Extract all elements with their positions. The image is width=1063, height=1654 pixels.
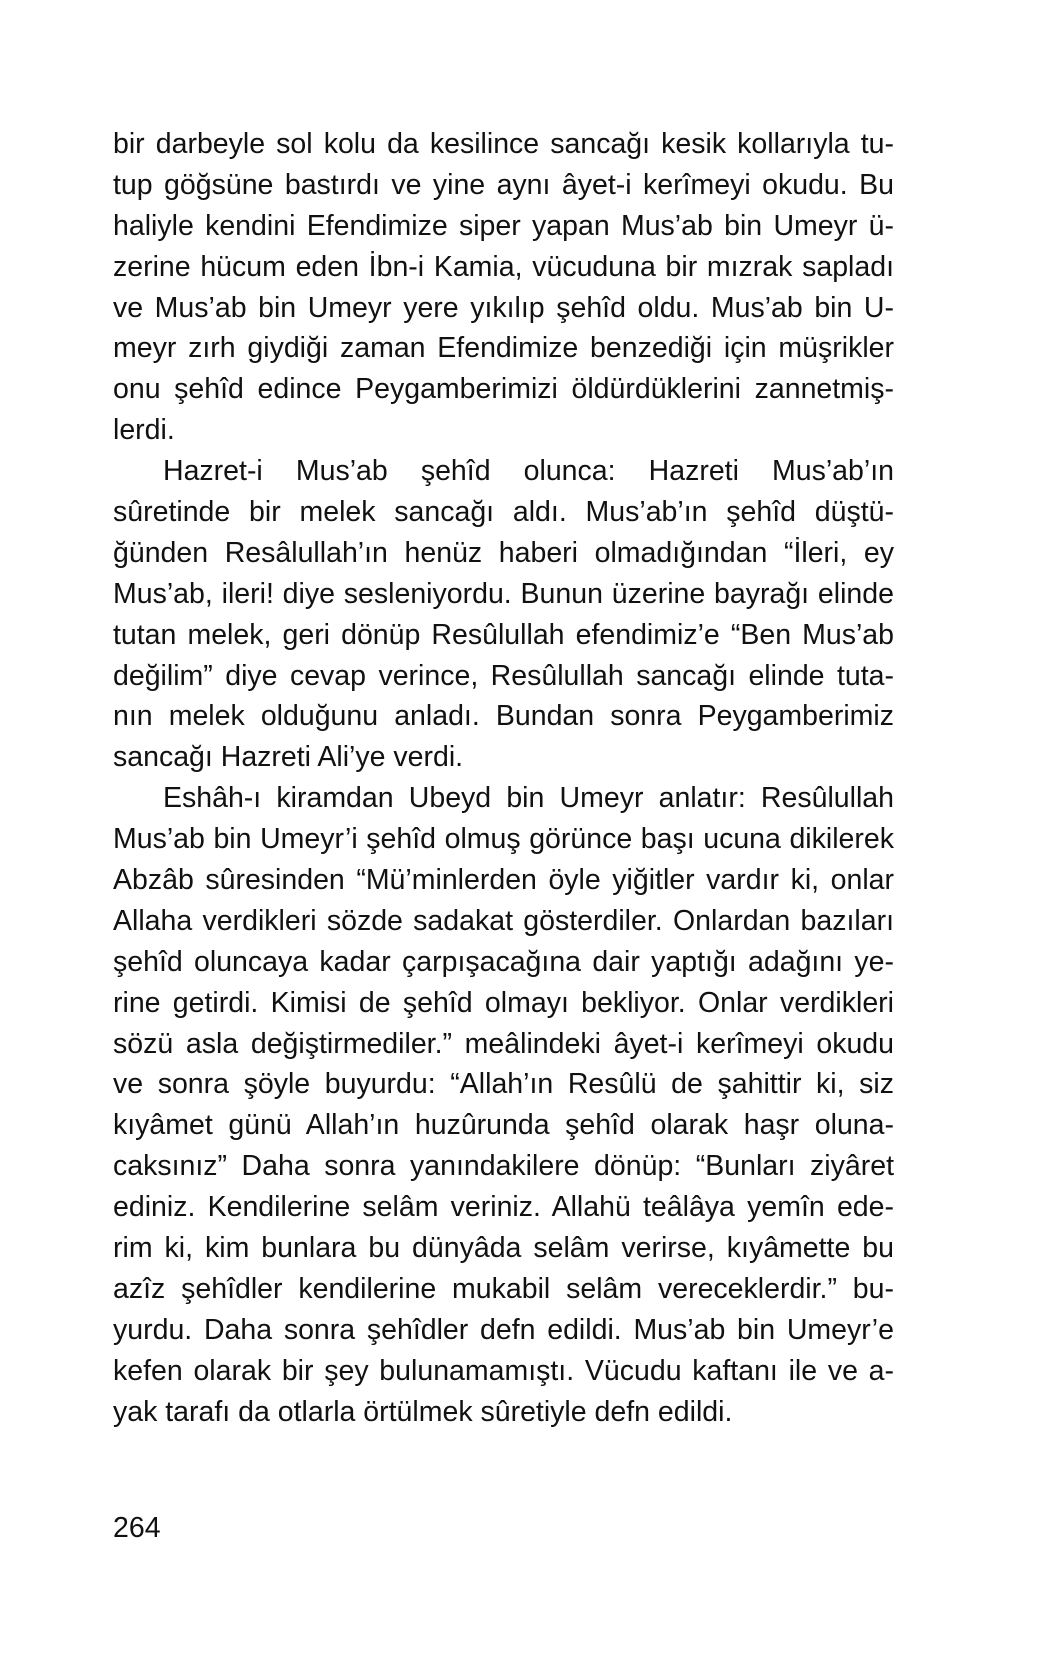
text-line: kefen olarak bir şey bulunamamıştı. Vücudu kaftanı ile ve a-	[113, 1354, 894, 1387]
text-line: tup göğsüne bastırdı ve yine aynı âyet-i kerîmeyi okudu. Bu	[113, 168, 894, 201]
text-line: ğünden Resâlullah’ın henüz haberi olmadığından “İleri, ey	[113, 536, 894, 569]
text-line: azîz şehîdler kendilerine mukabil selâm vereceklerdir.” bu-	[113, 1272, 894, 1305]
text-line: yurdu. Daha sonra şehîdler defn edildi. Mus’ab bin Umeyr’e	[113, 1313, 894, 1346]
text-line: rim ki, kim bunlara bu dünyâda selâm verirse, kıyâmette bu	[113, 1232, 894, 1265]
text-line: Hazret-i Mus’ab şehîd olunca: Hazreti Mus’ab’ın	[163, 455, 894, 488]
paragraph	[113, 778, 894, 1432]
text-line: kıyâmet günü Allah’ın huzûrunda şehîd olarak haşr oluna-	[113, 1109, 894, 1142]
text-line: caksınız” Daha sonra yanındakilere dönüp: “Bunları ziyâret	[113, 1150, 894, 1183]
text-line: meyr zırh giydiği zaman Efendimize benzediği için müşrikler	[113, 332, 894, 365]
text-line: Mus’ab, ileri! diye sesleniyordu. Bunun üzerine bayrağı elinde	[113, 577, 894, 610]
text-line: sûretinde bir melek sancağı aldı. Mus’ab’ın şehîd düştü-	[113, 496, 894, 529]
paragraph	[113, 124, 894, 451]
paragraph	[113, 451, 894, 778]
text-line: ve Mus’ab bin Umeyr yere yıkılıp şehîd oldu. Mus’ab bin U-	[113, 291, 894, 324]
text-line: rine getirdi. Kimisi de şehîd olmayı bekliyor. Onlar verdikleri	[113, 986, 894, 1019]
text-line: Allaha verdikleri sözde sadakat gösterdiler. Onlardan bazıları	[113, 904, 894, 937]
text-line: sancağı Hazreti Ali’ye verdi.	[113, 741, 464, 774]
text-line: sözü asla değiştirmediler.” meâlindeki âyet-i kerîmeyi okudu	[113, 1027, 894, 1060]
text-line: nın melek olduğunu anladı. Bundan sonra Peygamberimiz	[113, 700, 894, 733]
text-line: yak tarafı da otlarla örtülmek sûretiyle defn edildi.	[113, 1395, 733, 1428]
text-line: onu şehîd edince Peygamberimizi öldürdüklerini zannetmiş-	[113, 373, 894, 406]
text-line: ve sonra şöyle buyurdu: “Allah’ın Resûlü de şahittir ki, siz	[113, 1068, 894, 1101]
text-line: değilim” diye cevap verince, Resûlullah sancağı elinde tuta-	[113, 659, 894, 692]
text-line: tutan melek, geri dönüp Resûlullah efendimiz’e “Ben Mus’ab	[113, 618, 894, 651]
text-line: Eshâh-ı kiramdan Ubeyd bin Umeyr anlatır: Resûlullah	[163, 782, 894, 815]
page-number: 264	[113, 1512, 161, 1544]
text-line: haliyle kendini Efendimize siper yapan Mus’ab bin Umeyr ü-	[113, 209, 894, 242]
text-line: şehîd oluncaya kadar çarpışacağına dair yaptığı adağını ye-	[113, 945, 894, 978]
text-line: Abzâb sûresinden “Mü’minlerden öyle yiğitler vardır ki, onlar	[113, 864, 894, 897]
text-line: ediniz. Kendilerine selâm veriniz. Allahü teâlâya yemîn ede-	[113, 1191, 894, 1224]
text-line: zerine hücum eden İbn-i Kamia, vücuduna bir mızrak sapladı	[113, 250, 894, 283]
text-line: bir darbeyle sol kolu da kesilince sancağı kesik kollarıyla tu-	[113, 128, 894, 160]
text-line: lerdi.	[113, 414, 175, 447]
text-line: Mus’ab bin Umeyr’i şehîd olmuş görünce başı ucuna dikilerek	[113, 823, 894, 856]
page-body	[113, 124, 894, 1433]
